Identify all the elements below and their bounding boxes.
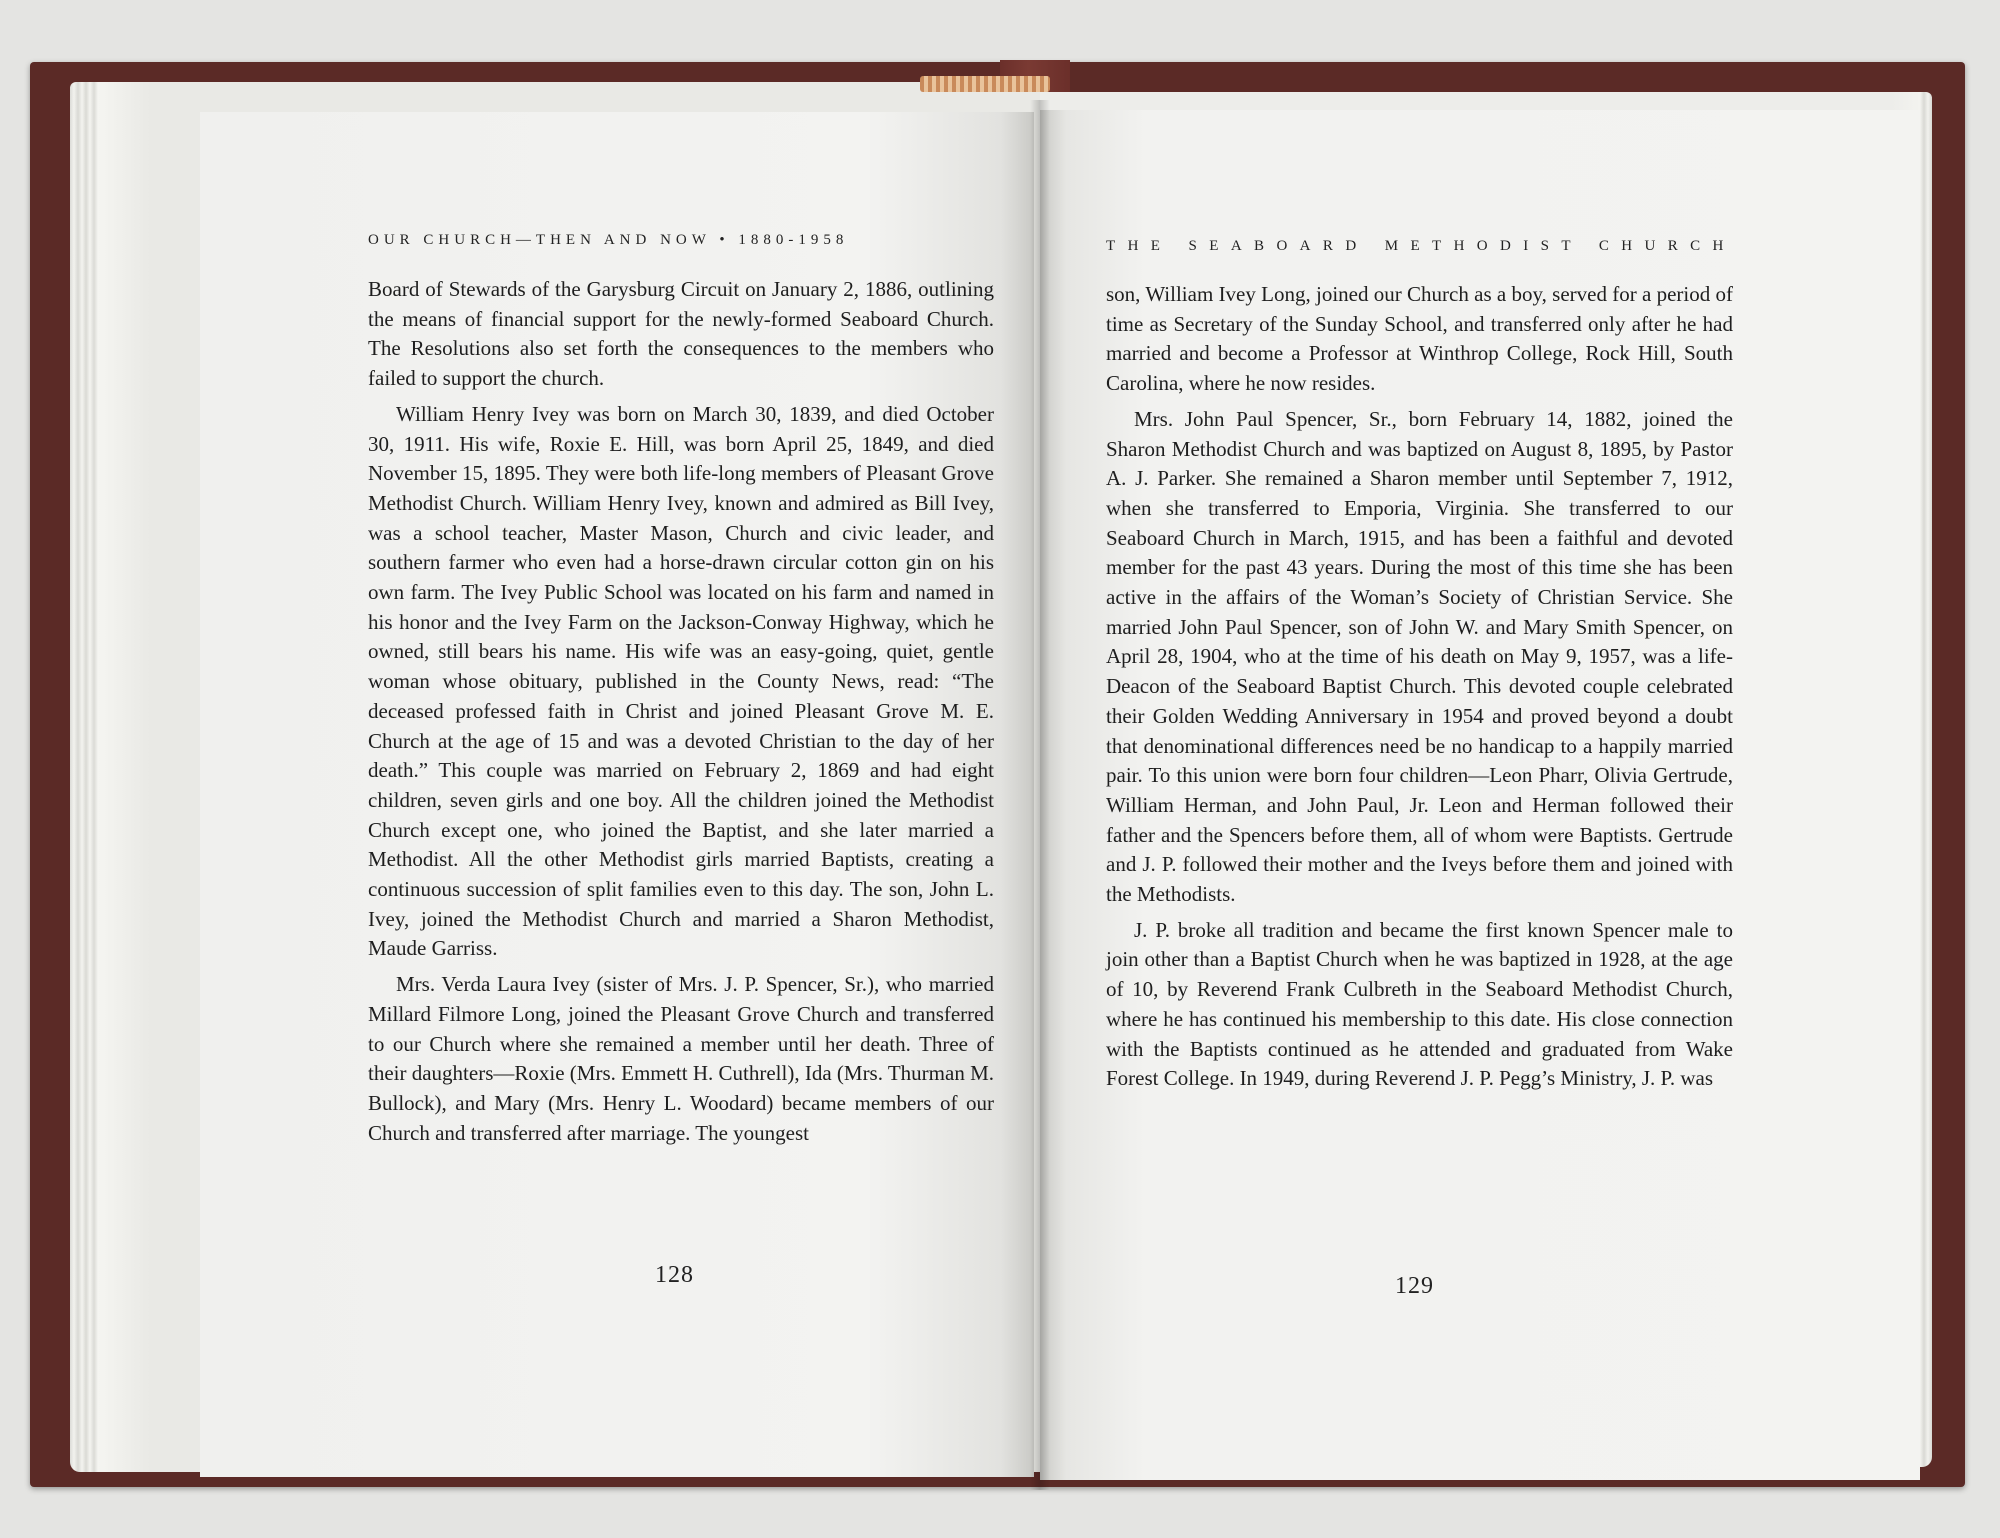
headband (920, 76, 1050, 92)
paragraph: Mrs. John Paul Spencer, Sr., born February 14, 1882, joined the Sharon Methodist Church and was baptized on August 8, 1895, by Pastor A. J. Parker. She remained a Sharon member until September 7, 1912, when she transferred to Emporia, Virginia. She transferred to our Seaboard Church in March, 1915, and has been a faithful and devoted member for the past 43 years. During the most of this time she has been active in the affairs of the Woman’s Society of Christian Service. She married John Paul Spencer, son of John W. and Mary Smith Spencer, on April 28, 1904, who at the time of his death on May 9, 1957, was a life-Deacon of the Seaboard Baptist Church. This devoted couple celebrated their Golden Wedding Anniversary in 1954 and proved beyond a doubt that denominational differences need be no handicap to a happily married pair. To this union were born four children—Leon Pharr, Olivia Gertrude, William Herman, and John Paul, Jr. Leon and Herman followed their father and the Spencers before them, all of whom were Baptists. Gertrude and J. P. followed their mother and the Iveys before them and joined with the Methodists. (1106, 406, 1733, 907)
paragraph: son, William Ivey Long, joined our Church as a boy, served for a period of time as Secretary of the Sunday School, and transferred only after he had married and become a Professor at Winthrop College, Rock Hill, South Carolina, where he now resides. (1106, 282, 1733, 396)
paragraph: J. P. broke all tradition and became the first known Spencer male to join other than a Baptist Church when he was baptized in 1928, at the age of 10, by Reverend Frank Culbreth in the Seaboard Methodist Church, where he has continued his membership to this date. His close connection with the Baptists continued as he attended and graduated from Wake Forest College. In 1949, during Reverend J. P. Pegg’s Ministry, J. P. was (1106, 917, 1733, 1091)
paragraph: Board of Stewards of the Garysburg Circuit on January 2, 1886, outlining the means of financial support for the newly-formed Seaboard Church. The Resolutions also set forth the consequences to the members who failed to support the church. (368, 277, 994, 391)
page-number: 128 (655, 1262, 694, 1288)
paragraph: William Henry Ivey was born on March 30, 1839, and died October 30, 1911. His wife, Roxie E. Hill, was born April 25, 1849, and died November 15, 1895. They were both life-long members of Pleasant Grove Methodist Church. William Henry Ivey, known and admired as Bill Ivey, was a school teacher, Master Mason, Church and civic leader, and southern farmer who even had a horse-drawn circular cotton gin on his own farm. The Ivey Public School was located on his farm and named in his honor and the Ivey Farm on the Jackson-Conway Highway, which he owned, still bears his name. His wife was an easy-going, quiet, gentle woman whose obituary, published in the County News, read: “The deceased professed faith in Christ and joined Pleasant Grove M. E. Church at the age of 15 and was a devoted Christian to the day of her death.” This couple was married on February 2, 1869 and had eight children, seven girls and one boy. All the children joined the Methodist Church except one, who joined the Baptist, and she later married a Methodist. All the other Methodist girls married Baptists, creating a continuous succession of split families even to this day. The son, John L. Ivey, joined the Methodist Church and married a Sharon Methodist, Maude Garriss. (368, 401, 994, 961)
left-page (200, 112, 1034, 1477)
gutter-shadow (1030, 100, 1050, 1490)
running-head: OUR CHURCH—THEN AND NOW • 1880-1958 (368, 232, 849, 248)
body-text (368, 275, 994, 1148)
right-page (1040, 110, 1920, 1480)
page-number: 129 (1395, 1273, 1434, 1299)
running-head: THE SEABOARD METHODIST CHURCH (1106, 238, 1736, 254)
body-text (1106, 280, 1733, 1094)
paragraph: Mrs. Verda Laura Ivey (sister of Mrs. J. P. Spencer, Sr.), who married Millard Filmore Long, joined the Pleasant Grove Church and transferred to our Church where she remained a member until her death. Three of their daughters—Roxie (Mrs. Emmett H. Cuthrell), Ida (Mrs. Thurman M. Bullock), and Mary (Mrs. Henry L. Woodard) became members of our Church and transferred after marriage. The youngest (368, 972, 995, 1145)
